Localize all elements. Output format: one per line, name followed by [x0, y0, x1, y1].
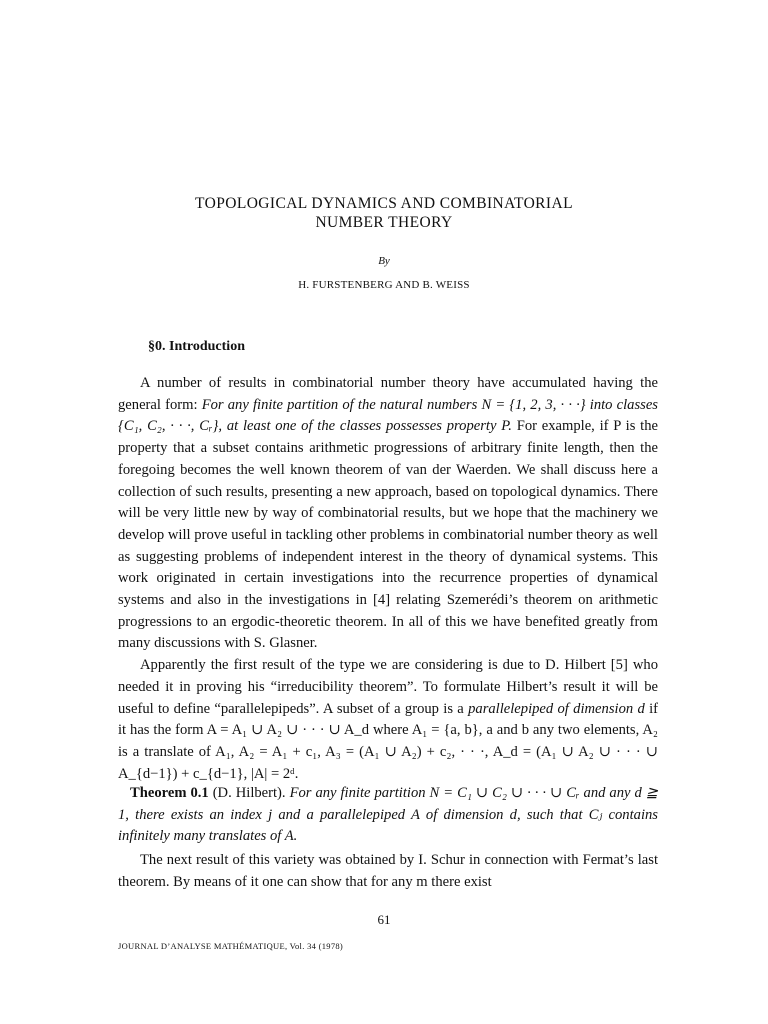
- authors: H. FURSTENBERG AND B. WEISS: [298, 279, 470, 291]
- theorem-text: For any finite partition N = C₁ ∪ C₂ ∪ · · · ∪ Cᵣ and any d ≧ 1, there exists an index j and a parallelepiped A of dimension d, such that Cⱼ contains infinitely many translates of A.: [118, 785, 658, 845]
- by-line: By: [378, 255, 390, 267]
- theorem-0-1: [118, 783, 658, 848]
- theorem-paragraph: [118, 783, 658, 848]
- p2-b: if it has the form A = A₁ ∪ A₂ ∪ · · · ∪ A_d where A₁ = {a, b}, a and b any two elements, A₂ is a translate of A₁, A₂ = A₁ + c₁, A₃ = (A₁ ∪ A₂) + c₂, · · ·, A_d = (A₁ ∪ A₂ ∪ · · · ∪ A_{d−1}) + c_{d−1}, |A| = 2ᵈ.: [118, 700, 658, 782]
- section-heading: §0. Introduction: [148, 339, 245, 354]
- title-line-1: TOPOLOGICAL DYNAMICS AND COMBINATORIAL: [195, 195, 573, 212]
- page-number: 61: [377, 912, 391, 927]
- paragraph-3-block: [118, 850, 658, 893]
- p1-italic: For any finite partition of the natural numbers N = {1, 2, 3, · · ·} into classes {C₁, C₂, · · ·, Cᵣ}, at least one of the classes possesses property P.: [118, 396, 658, 435]
- p1-intro: A number of results in combinatorial number theory have accumulated having the general form:: [118, 375, 658, 413]
- p1-rest: For example, if P is the property that a subset contains arithmetic progressions of arbitrary finite length, then the foregoing becomes the well known theorem of van der Waerden. We shall discuss here a collection of such results, presenting a new approach, based on topological dynamics. There will be very little new by way of combinatorial results, but we hope that the machinery we develop will prove useful in tackling other problems in combinatorial number theory as well as suggesting problems of independent interest in the theory of dynamical systems. This work originated in certain investigations into the recurrence properties of dynamical systems and also in the investigations in [4] relating Szemerédi’s theorem on arithmetic progressions to an ergodic-theoretic theorem. In all of this we have benefited greatly from many discussions with S. Glasner.: [118, 418, 659, 652]
- introduction-body: [118, 373, 658, 785]
- theorem-attribution: (D. Hilbert).: [208, 785, 290, 801]
- paragraph-3: The next result of this variety was obtained by I. Schur in connection with Fermat’s last theorem. By means of it one can show that for any m there exist: [118, 852, 658, 890]
- journal-footer: JOURNAL D’ANALYSE MATHÉMATIQUE, Vol. 34 (1978): [118, 941, 344, 951]
- p2-a: Apparently the first result of the type we are considering is due to D. Hilbert [5] who needed it in proving his “irreducibility theorem”. To formulate Hilbert’s result it will be useful to define “parallelepipeds”. A subset of a group is a: [118, 657, 658, 717]
- paper-title: [0, 194, 768, 232]
- title-line-2: NUMBER THEORY: [315, 214, 453, 231]
- paragraph-2: [118, 655, 658, 785]
- theorem-label: Theorem 0.1: [130, 785, 209, 801]
- paragraph-1: [118, 373, 658, 655]
- p2-italic: parallelepiped of dimension d: [468, 700, 645, 717]
